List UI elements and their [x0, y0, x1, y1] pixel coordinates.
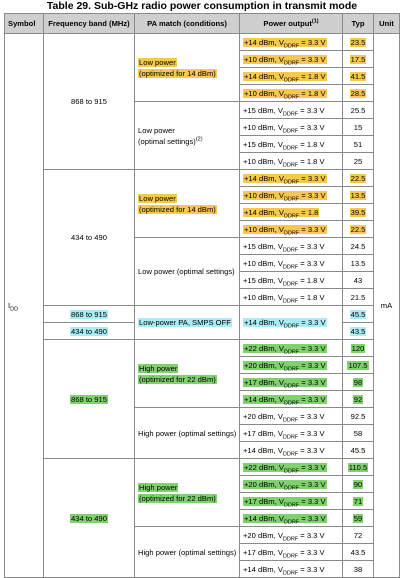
typ-cell	[343, 119, 374, 136]
power-output-cell	[240, 136, 343, 153]
typ-cell	[343, 170, 374, 187]
power-output-value	[243, 156, 325, 169]
typ-value: 28.5	[350, 88, 366, 98]
typ-value: 24.5	[350, 241, 366, 251]
power-dbm: +10 dBm, V	[243, 122, 283, 132]
typ-cell	[343, 391, 374, 408]
typ-value: 110.5	[348, 462, 368, 472]
band-label: 434 to 490	[71, 326, 107, 336]
power-dbm: +14 dBm, V	[244, 37, 284, 47]
typ-value: 38	[353, 564, 363, 574]
power-dbm: +22 dBm, V	[244, 462, 284, 472]
power-voltage: = 1.8 V	[298, 275, 325, 285]
header-power-label: Power output	[263, 19, 312, 28]
band-cell	[44, 34, 135, 170]
header-frequency-band: Frequency band (MHz)	[44, 14, 135, 34]
power-output-cell	[240, 255, 343, 272]
pa-match-line: (optimized for 14 dBm)	[139, 204, 216, 214]
power-output-cell	[240, 85, 343, 102]
power-output-cell	[240, 527, 343, 544]
table-row	[5, 340, 400, 357]
power-dbm: +17 dBm, V	[243, 547, 283, 557]
power-voltage: = 3.3 V	[298, 122, 325, 132]
power-output-cell	[240, 204, 343, 221]
power-output-value	[243, 37, 327, 50]
pa-match-line: High power	[139, 482, 178, 492]
power-dbm: +10 dBm, V	[243, 156, 283, 166]
header-typ: Typ	[343, 14, 374, 34]
vddrf-subscript: DDRF	[282, 451, 299, 458]
power-dbm: +14 dBm, V	[243, 564, 283, 574]
typ-value: 22.5	[350, 173, 366, 183]
power-output-value	[243, 190, 327, 203]
power-output-value	[243, 343, 327, 356]
pa-match-line: (optimized for 14 dBm)	[139, 68, 216, 78]
pa-match-line: Low-power PA, SMPS OFF	[139, 318, 231, 327]
power-output-cell	[240, 340, 343, 357]
typ-value: 43.5	[350, 547, 366, 557]
power-dbm: +22 dBm, V	[244, 343, 284, 353]
pa-match-line: (optimal settings)	[138, 136, 196, 146]
power-output-value	[243, 411, 325, 424]
typ-cell	[343, 527, 374, 544]
pa-match-line: (optimized for 22 dBm)	[139, 374, 216, 384]
pa-match-cell	[135, 102, 240, 170]
power-output-value	[243, 547, 325, 560]
power-dbm: +17 dBm, V	[243, 428, 283, 438]
typ-cell	[343, 238, 374, 255]
typ-value: 72	[353, 530, 363, 540]
band-cell	[44, 340, 135, 459]
power-voltage: = 3.3 V	[299, 37, 326, 47]
pa-footnote: (2)	[195, 135, 203, 142]
power-dbm: +15 dBm, V	[243, 139, 283, 149]
vddrf-subscript: DDRF	[283, 468, 300, 475]
power-voltage: = 3.3 V	[298, 445, 325, 455]
power-output-cell	[240, 68, 343, 85]
power-output-cell	[240, 34, 343, 51]
vddrf-subscript: DDRF	[282, 570, 299, 577]
power-output-value	[243, 530, 325, 543]
power-dbm: +14 dBm, V	[243, 445, 283, 455]
typ-value: 13.5	[350, 190, 366, 200]
power-output-value	[243, 292, 325, 305]
power-dbm: +14 dBm, V	[244, 513, 284, 523]
typ-cell	[343, 34, 374, 51]
power-voltage: = 3.3 V	[299, 360, 326, 370]
typ-value: 13.5	[350, 258, 366, 268]
vddrf-subscript: DDRF	[283, 94, 300, 101]
power-dbm: +10 dBm, V	[244, 190, 284, 200]
power-voltage: = 3.3 V	[298, 428, 325, 438]
power-output-cell	[240, 153, 343, 170]
band-label: 868 to 915	[71, 394, 107, 404]
vddrf-subscript: DDRF	[282, 281, 299, 288]
power-voltage: = 1.8 V	[298, 156, 325, 166]
symbol-cell	[5, 34, 44, 578]
band-label: 868 to 915	[71, 97, 107, 106]
typ-value: 15	[353, 122, 363, 132]
typ-value: 51	[353, 139, 363, 149]
band-cell	[44, 459, 135, 578]
vddrf-subscript: DDRF	[282, 298, 299, 305]
vddrf-subscript: DDRF	[283, 230, 300, 237]
power-output-cell	[240, 221, 343, 238]
typ-cell	[343, 204, 374, 221]
typ-value: 25	[353, 156, 363, 166]
vddrf-subscript: DDRF	[282, 128, 299, 135]
power-voltage: = 3.3 V	[299, 479, 326, 489]
typ-cell	[343, 561, 374, 578]
vddrf-subscript: DDRF	[283, 485, 300, 492]
typ-cell	[343, 510, 374, 527]
power-voltage: = 3.3 V	[299, 173, 326, 183]
power-output-value	[243, 71, 327, 84]
typ-cell	[343, 340, 374, 357]
typ-value: 21.5	[350, 292, 366, 302]
power-voltage: = 3.3 V	[299, 54, 326, 64]
typ-value: 71	[353, 496, 363, 506]
power-dbm: +14 dBm, V	[244, 394, 284, 404]
band-cell	[44, 170, 135, 306]
typ-cell	[343, 102, 374, 119]
power-voltage: = 1.8	[299, 207, 319, 217]
vddrf-subscript: DDRF	[283, 60, 300, 67]
power-output-value	[243, 394, 327, 407]
power-dbm: +10 dBm, V	[244, 54, 284, 64]
pa-match-cell	[135, 306, 240, 340]
power-dbm: +20 dBm, V	[244, 360, 284, 370]
typ-cell	[343, 68, 374, 85]
power-output-value	[243, 428, 325, 441]
power-voltage: = 1.8 V	[299, 88, 326, 98]
vddrf-subscript: DDRF	[282, 536, 299, 543]
power-dbm: +20 dBm, V	[244, 479, 284, 489]
power-dbm: +14 dBm, V	[244, 173, 284, 183]
power-voltage: = 3.3 V	[299, 190, 326, 200]
vddrf-subscript: DDRF	[282, 247, 299, 254]
typ-value: 107.5	[348, 360, 368, 370]
power-voltage: = 1.8 V	[298, 139, 325, 149]
power-output-value	[243, 479, 327, 492]
vddrf-subscript: DDRF	[283, 502, 300, 509]
power-output-cell	[240, 476, 343, 493]
pa-match-cell	[135, 459, 240, 527]
typ-cell	[343, 408, 374, 425]
power-output-value	[243, 377, 327, 390]
power-voltage: = 3.3 V	[299, 343, 326, 353]
vddrf-subscript: DDRF	[282, 264, 299, 271]
typ-value: 43	[353, 275, 363, 285]
typ-value: 25.5	[350, 105, 366, 115]
power-output-value	[243, 496, 327, 509]
power-output-value	[243, 88, 327, 101]
typ-value: 39.5	[350, 207, 366, 217]
power-output-value	[243, 224, 327, 237]
power-voltage: = 3.3 V	[298, 411, 325, 421]
typ-value: 92	[353, 394, 363, 404]
power-voltage: = 3.3 V	[299, 513, 326, 523]
typ-value: 59	[353, 513, 363, 523]
typ-value: 23.5	[350, 37, 366, 47]
power-voltage: = 3.3 V	[298, 547, 325, 557]
vddrf-subscript: DDRF	[282, 162, 299, 169]
typ-cell	[343, 357, 374, 374]
power-output-value	[243, 275, 325, 288]
power-output-cell	[240, 170, 343, 187]
pa-match-cell	[135, 238, 240, 306]
typ-cell	[343, 459, 374, 476]
typ-value: 58	[353, 428, 363, 438]
pa-match-line: Low power	[138, 125, 175, 135]
power-output-value	[243, 122, 325, 135]
power-voltage: = 1.8 V	[298, 292, 325, 302]
power-output-cell	[240, 238, 343, 255]
table-row	[5, 170, 400, 187]
power-dbm: +14 dBm, V	[244, 207, 284, 217]
vddrf-subscript: DDRF	[283, 179, 300, 186]
power-voltage: = 3.3 V	[299, 318, 326, 327]
power-voltage: = 3.3 V	[299, 394, 326, 404]
typ-cell	[343, 153, 374, 170]
pa-match-cell	[135, 34, 240, 102]
vddrf-subscript: DDRF	[283, 77, 300, 84]
power-voltage: = 3.3 V	[298, 241, 325, 251]
power-output-cell	[240, 272, 343, 289]
typ-cell	[343, 221, 374, 238]
power-voltage: = 3.3 V	[299, 496, 326, 506]
typ-cell	[343, 289, 374, 306]
power-voltage: = 3.3 V	[299, 462, 326, 472]
power-output-value	[243, 54, 327, 67]
power-output-cell	[240, 408, 343, 425]
table-caption: Table 29. Sub-GHz radio power consumption in transmit mode	[46, 0, 358, 12]
power-dbm: +17 dBm, V	[244, 377, 284, 387]
power-output-cell	[240, 391, 343, 408]
vddrf-subscript: DDRF	[283, 349, 300, 356]
typ-cell	[343, 136, 374, 153]
power-output-value	[243, 462, 327, 475]
power-dbm: +10 dBm, V	[243, 258, 283, 268]
vddrf-subscript: DDRF	[283, 323, 300, 330]
pa-match-cell	[135, 408, 240, 459]
typ-value: 98	[353, 377, 363, 387]
band-label: 434 to 490	[71, 233, 107, 242]
power-output-cell	[240, 510, 343, 527]
power-output-value	[243, 513, 327, 526]
vddrf-subscript: DDRF	[283, 43, 300, 50]
pa-match-cell	[135, 340, 240, 408]
power-voltage: = 3.3 V	[299, 377, 326, 387]
pa-match-line: Low power	[139, 57, 176, 67]
power-voltage: = 3.3 V	[298, 105, 325, 115]
typ-value: 41.5	[350, 71, 366, 81]
typ-cell	[343, 306, 374, 323]
typ-cell	[343, 85, 374, 102]
power-output-cell	[240, 306, 343, 340]
power-output-value	[243, 173, 327, 186]
typ-cell	[343, 374, 374, 391]
power-output-cell	[240, 357, 343, 374]
typ-cell	[343, 255, 374, 272]
symbol-subscript: DD	[10, 306, 19, 313]
power-output-cell	[240, 187, 343, 204]
header-unit: Unit	[374, 14, 400, 34]
typ-value: 17.5	[350, 54, 366, 64]
typ-cell	[343, 51, 374, 68]
pa-match-cell	[135, 527, 240, 578]
typ-cell	[343, 544, 374, 561]
band-label: 434 to 490	[71, 513, 107, 523]
header-pa-match: PA match (conditions)	[135, 14, 240, 34]
header-power-output	[240, 14, 343, 34]
vddrf-subscript: DDRF	[282, 111, 299, 118]
typ-cell	[343, 323, 374, 340]
band-cell	[44, 323, 135, 340]
power-dbm: +15 dBm, V	[243, 275, 283, 285]
vddrf-subscript: DDRF	[283, 213, 300, 220]
power-output-value	[243, 139, 325, 152]
power-output-value	[243, 564, 325, 577]
header-power-footnote: (1)	[311, 18, 319, 25]
power-consumption-table	[4, 13, 400, 578]
power-dbm: +20 dBm, V	[243, 530, 283, 540]
table-row	[5, 34, 400, 51]
power-dbm: +10 dBm, V	[243, 292, 283, 302]
typ-cell	[343, 476, 374, 493]
vddrf-subscript: DDRF	[283, 196, 300, 203]
typ-value: 45.5	[350, 445, 366, 455]
power-output-cell	[240, 544, 343, 561]
band-cell	[44, 306, 135, 323]
typ-value: 120	[351, 343, 365, 353]
typ-value: 92.5	[350, 411, 366, 421]
typ-value: 90	[353, 479, 363, 489]
power-output-cell	[240, 561, 343, 578]
power-output-cell	[240, 102, 343, 119]
vddrf-subscript: DDRF	[282, 434, 299, 441]
power-output-cell	[240, 374, 343, 391]
vddrf-subscript: DDRF	[283, 383, 300, 390]
typ-value: 43.5	[350, 326, 366, 336]
power-dbm: +15 dBm, V	[243, 105, 283, 115]
vddrf-subscript: DDRF	[283, 366, 300, 373]
header-symbol: Symbol	[5, 14, 44, 34]
power-output-cell	[240, 459, 343, 476]
power-output-cell	[240, 51, 343, 68]
power-voltage: = 3.3 V	[298, 564, 325, 574]
power-voltage: = 3.3 V	[299, 224, 326, 234]
unit-cell	[374, 34, 400, 578]
power-voltage: = 3.3 V	[298, 530, 325, 540]
pa-match-cell	[135, 170, 240, 238]
power-output-cell	[240, 119, 343, 136]
power-output-value	[243, 241, 325, 254]
power-dbm: +10 dBm, V	[244, 224, 284, 234]
vddrf-subscript: DDRF	[283, 400, 300, 407]
power-output-value	[243, 445, 325, 458]
power-output-value	[243, 207, 319, 220]
power-output-value	[243, 258, 325, 271]
power-output-cell	[240, 493, 343, 510]
typ-cell	[343, 187, 374, 204]
band-label: 868 to 915	[71, 309, 107, 319]
power-dbm: +14 dBm, V	[244, 71, 284, 81]
power-output-cell	[240, 425, 343, 442]
power-dbm: +14 dBm, V	[244, 318, 284, 327]
unit-value: mA	[380, 301, 393, 310]
typ-value: 45.5	[350, 309, 366, 319]
pa-match-line: High power	[139, 363, 178, 373]
vddrf-subscript: DDRF	[282, 417, 299, 424]
pa-match-line: Low power	[139, 193, 176, 203]
pa-match-line: High power (optimal settings)	[138, 428, 237, 438]
power-output-value	[243, 318, 327, 330]
vddrf-subscript: DDRF	[282, 145, 299, 152]
symbol-text: I	[8, 301, 11, 310]
vddrf-subscript: DDRF	[283, 519, 300, 526]
power-output-value	[243, 360, 327, 373]
power-output-cell	[240, 442, 343, 459]
pa-match-line: Low power (optimal settings)	[138, 267, 235, 276]
power-output-cell	[240, 289, 343, 306]
typ-value: 22.5	[350, 224, 366, 234]
header-row	[5, 14, 400, 34]
table-row	[5, 306, 400, 323]
power-dbm: +10 dBm, V	[244, 88, 284, 98]
typ-cell	[343, 442, 374, 459]
power-voltage: = 1.8 V	[299, 71, 326, 81]
power-voltage: = 3.3 V	[298, 258, 325, 268]
table-row	[5, 459, 400, 476]
typ-cell	[343, 272, 374, 289]
pa-match-line: (optimized for 22 dBm)	[139, 493, 216, 503]
pa-match-line: High power (optimal settings)	[138, 547, 237, 557]
typ-cell	[343, 493, 374, 510]
typ-cell	[343, 425, 374, 442]
power-dbm: +17 dBm, V	[244, 496, 284, 506]
power-output-value	[243, 105, 325, 118]
vddrf-subscript: DDRF	[282, 553, 299, 560]
power-dbm: +20 dBm, V	[243, 411, 283, 421]
power-dbm: +15 dBm, V	[243, 241, 283, 251]
